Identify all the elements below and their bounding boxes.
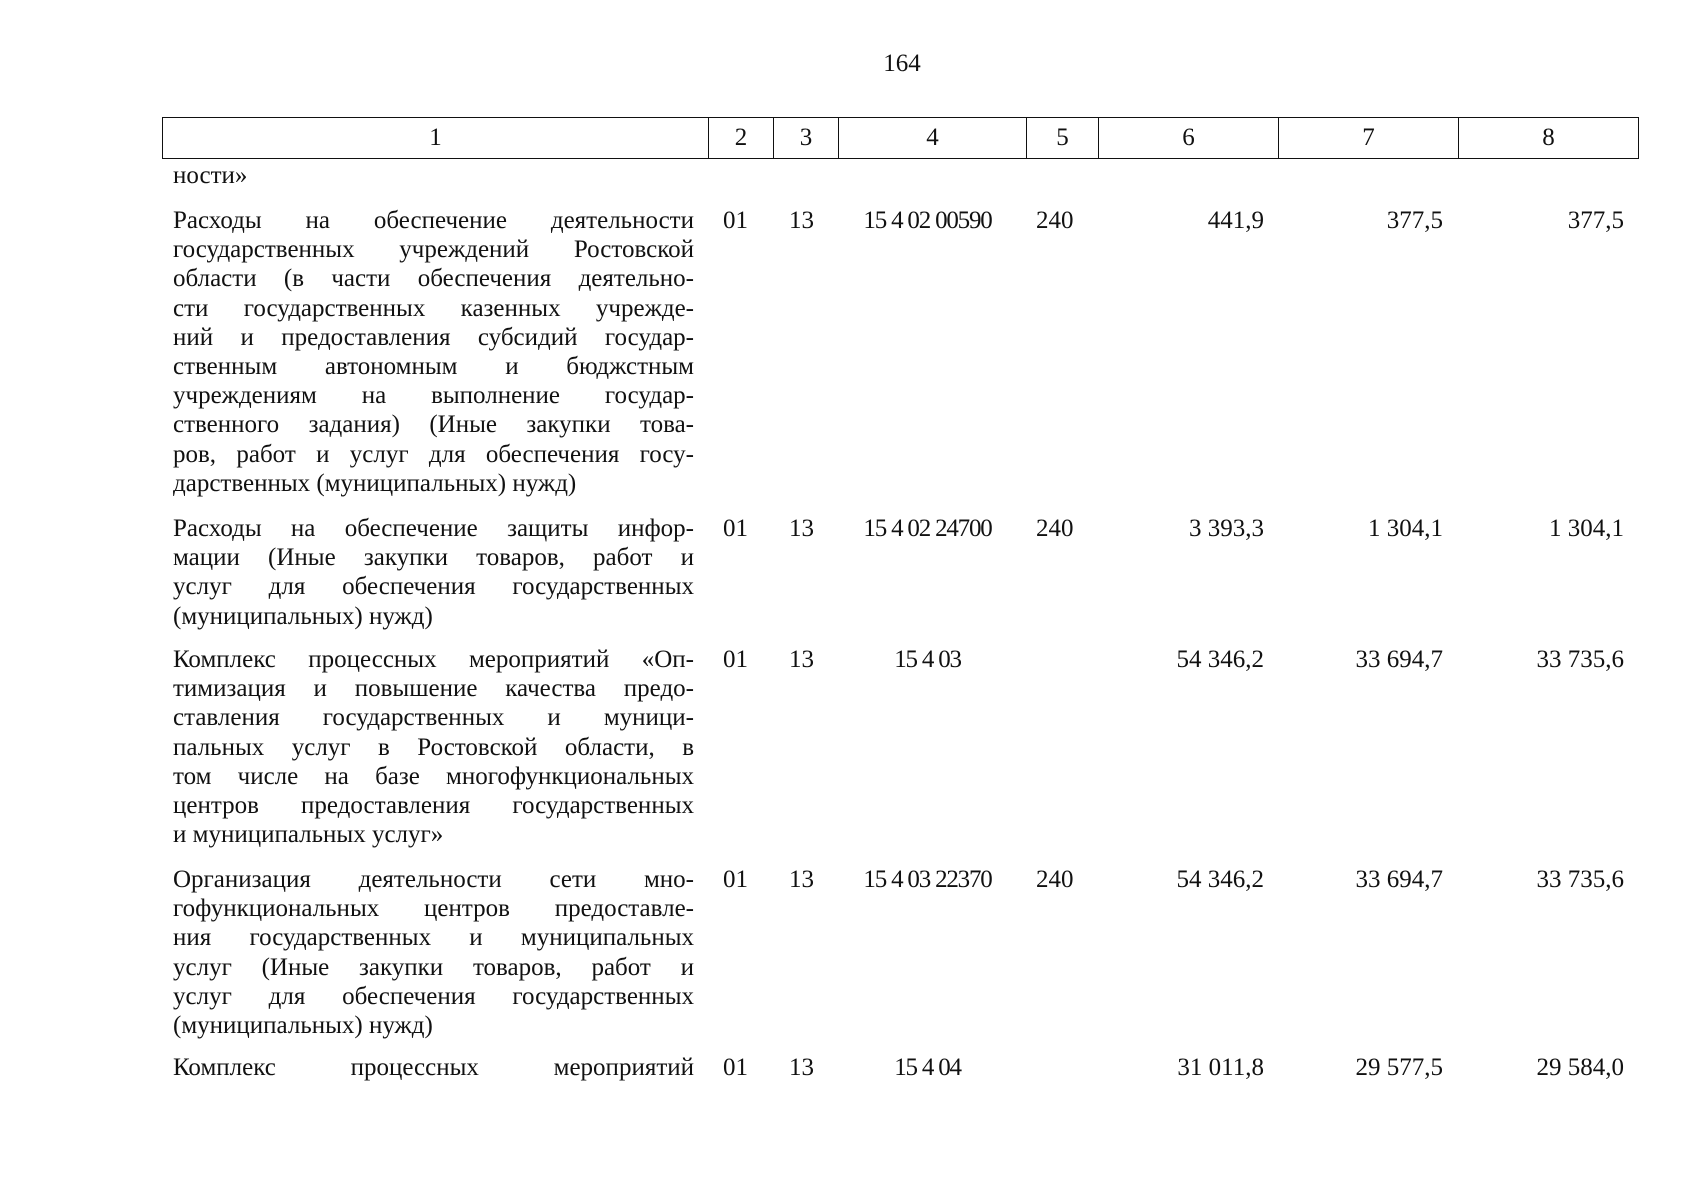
expense-type-code: 240	[1036, 515, 1074, 542]
row-description	[173, 514, 694, 631]
target-article-code: 15 4 04	[894, 1054, 961, 1081]
amount-col8: 33 735,6	[1536, 866, 1624, 893]
description-line: услуг (Иные закупки товаров, работ и	[173, 953, 694, 981]
description-line: Расходы на обеспечение защиты инфор-	[173, 515, 694, 542]
description-line: области (в части обеспечения деятельно-	[173, 265, 694, 293]
description-line: Расходы на обеспечение деятельности	[173, 207, 694, 234]
row-description	[173, 1053, 694, 1082]
subsection-code: 13	[789, 515, 814, 542]
target-article-code: 15 4 02 24700	[863, 515, 992, 542]
description-line: Комплекс процессных мероприятий	[173, 1054, 694, 1081]
row-description	[173, 645, 694, 849]
description-line: Организация деятельности сети мно-	[173, 866, 694, 893]
description-line: ров, работ и услуг для обеспечения госу-	[173, 440, 694, 468]
target-article-code: 15 4 03	[894, 646, 961, 673]
column-header-3: 3	[774, 118, 839, 159]
column-header-5: 5	[1027, 118, 1099, 159]
description-line: тимизация и повышение качества предо-	[173, 675, 694, 703]
column-header-1: 1	[163, 118, 709, 159]
page-number: 164	[883, 50, 921, 77]
subsection-code: 13	[789, 207, 814, 234]
amount-col8: 33 735,6	[1536, 646, 1624, 673]
description-line: гофункциональных центров предоставле-	[173, 895, 694, 923]
expense-type-code: 240	[1036, 866, 1074, 893]
section-code: 01	[723, 1054, 748, 1081]
column-header-6: 6	[1099, 118, 1279, 159]
column-header-7: 7	[1279, 118, 1459, 159]
column-header-8: 8	[1459, 118, 1639, 159]
amount-col7: 29 577,5	[1355, 1054, 1443, 1081]
amount-col6: 54 346,2	[1176, 866, 1264, 893]
description-line: том числе на базе многофункциональных	[173, 762, 694, 790]
description-line: услуг для обеспечения государственных	[173, 982, 694, 1010]
subsection-code: 13	[789, 1054, 814, 1081]
description-line: пальных услуг в Ростовской области, в	[173, 733, 694, 761]
subsection-code: 13	[789, 866, 814, 893]
amount-col8: 1 304,1	[1549, 515, 1624, 542]
description-line: ний и предоставления субсидий государ-	[173, 323, 694, 351]
section-code: 01	[723, 207, 748, 234]
description-line: дарственных (муниципальных) нужд)	[173, 469, 577, 497]
amount-col6: 31 011,8	[1177, 1054, 1264, 1081]
description-line: ставления государственных и муници-	[173, 704, 694, 732]
description-line: ния государственных и муниципальных	[173, 924, 694, 952]
amount-col7: 1 304,1	[1368, 515, 1443, 542]
subsection-code: 13	[789, 646, 814, 673]
description-line: государственных учреждений Ростовской	[173, 236, 694, 264]
description-line: (муниципальных) нужд)	[173, 602, 433, 630]
column-header-4: 4	[839, 118, 1027, 159]
section-code: 01	[723, 515, 748, 542]
target-article-code: 15 4 03 22370	[863, 866, 992, 893]
description-line: мации (Иные закупки товаров, работ и	[173, 544, 694, 572]
column-header-row	[163, 118, 1639, 159]
description-line: услуг для обеспечения государственных	[173, 573, 694, 601]
amount-col7: 33 694,7	[1355, 646, 1443, 673]
amount-col7: 33 694,7	[1355, 866, 1443, 893]
amount-col7: 377,5	[1386, 207, 1443, 234]
description-line: ственного задания) (Иные закупки това-	[173, 411, 694, 439]
column-header-table	[162, 117, 1639, 159]
row-description	[173, 865, 694, 1040]
amount-col6: 3 393,3	[1189, 515, 1264, 542]
amount-col6: 441,9	[1207, 207, 1264, 234]
description-line: сти государственных казенных учрежде-	[173, 294, 694, 322]
expense-type-code: 240	[1036, 207, 1074, 234]
continued-text: ности»	[173, 162, 248, 189]
section-code: 01	[723, 866, 748, 893]
amount-col8: 29 584,0	[1536, 1054, 1624, 1081]
description-line: центров предоставления государственных	[173, 792, 694, 820]
description-line: ственным автономным и бюджстным	[173, 353, 694, 381]
section-code: 01	[723, 646, 748, 673]
description-line: учреждениям на выполнение государ-	[173, 382, 694, 410]
description-line: (муниципальных) нужд)	[173, 1012, 433, 1040]
column-header-2: 2	[709, 118, 774, 159]
target-article-code: 15 4 02 00590	[863, 207, 992, 234]
row-description	[173, 206, 694, 498]
description-line: Комплекс процессных мероприятий «Оп-	[173, 646, 694, 673]
amount-col6: 54 346,2	[1176, 646, 1264, 673]
description-line: и муниципальных услуг»	[173, 821, 444, 849]
amount-col8: 377,5	[1567, 207, 1624, 234]
